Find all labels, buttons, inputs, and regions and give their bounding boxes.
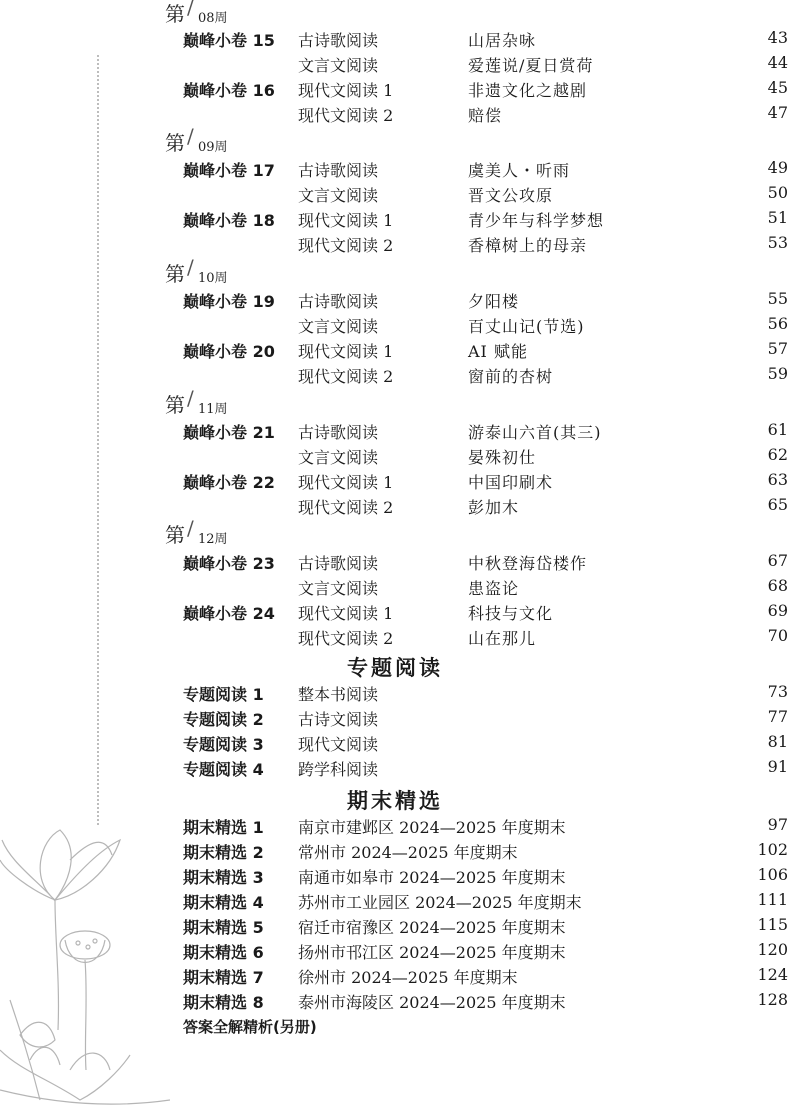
toc-type: 古诗歌阅读 xyxy=(298,423,379,442)
toc-row xyxy=(0,840,790,864)
toc-row xyxy=(0,208,790,232)
toc-row xyxy=(0,233,790,257)
toc-label: 期末精选 1 xyxy=(183,818,264,837)
toc-type: 现代文阅读 xyxy=(298,735,379,754)
toc-row xyxy=(0,53,790,77)
toc-title: 窗前的杏树 xyxy=(468,367,554,386)
toc-page: 77 xyxy=(767,707,788,726)
toc-type: 苏州市工业园区 2024—2025 年度期末 xyxy=(298,893,582,912)
toc-page: 43 xyxy=(767,28,788,47)
toc-title: 青少年与科学梦想 xyxy=(468,211,605,230)
toc-row xyxy=(0,815,790,839)
week-marker: 第 / 09周 xyxy=(165,124,228,155)
toc-label: 巅峰小卷 18 xyxy=(183,211,275,230)
toc-title: 非遗文化之越剧 xyxy=(468,81,588,100)
toc-title: AI 赋能 xyxy=(468,342,528,361)
toc-page: 91 xyxy=(767,757,788,776)
toc-row xyxy=(0,865,790,889)
toc-page: 62 xyxy=(767,445,788,464)
toc-row xyxy=(0,445,790,469)
week-number: 09周 xyxy=(198,140,228,155)
toc-title: 科技与文化 xyxy=(468,604,554,623)
toc-label: 巅峰小卷 19 xyxy=(183,292,275,311)
week-prefix: 第 xyxy=(165,2,185,26)
toc-label: 期末精选 3 xyxy=(183,868,264,887)
toc-type: 文言文阅读 xyxy=(298,56,379,75)
toc-label: 期末精选 4 xyxy=(183,893,264,912)
toc-type: 扬州市邗江区 2024—2025 年度期末 xyxy=(298,943,566,962)
toc-type: 现代文阅读 1 xyxy=(298,81,394,100)
toc-type: 现代文阅读 2 xyxy=(298,498,394,517)
toc-type: 古诗歌阅读 xyxy=(298,292,379,311)
toc-label: 巅峰小卷 23 xyxy=(183,554,275,573)
toc-type: 文言文阅读 xyxy=(298,448,379,467)
week-number: 08周 xyxy=(198,11,228,26)
toc-title: 患盗论 xyxy=(468,579,520,598)
toc-page: 111 xyxy=(757,890,788,909)
toc-row xyxy=(0,158,790,182)
toc-label: 专题阅读 4 xyxy=(183,760,264,779)
toc-row xyxy=(0,915,790,939)
toc-type: 古诗歌阅读 xyxy=(298,554,379,573)
toc-row xyxy=(0,314,790,338)
toc-page: 56 xyxy=(767,314,788,333)
toc-page: 97 xyxy=(767,815,788,834)
week-marker: 第 / 12周 xyxy=(165,516,228,547)
answer-booklet-note: 答案全解精析(另册) xyxy=(183,1018,317,1036)
toc-label: 期末精选 7 xyxy=(183,968,264,987)
toc-row xyxy=(0,364,790,388)
toc-type: 现代文阅读 1 xyxy=(298,211,394,230)
toc-type: 古诗歌阅读 xyxy=(298,31,379,50)
toc-page: 115 xyxy=(757,915,788,934)
toc-type: 现代文阅读 1 xyxy=(298,342,394,361)
toc-type: 跨学科阅读 xyxy=(298,760,379,779)
toc-row xyxy=(0,183,790,207)
toc-type: 现代文阅读 2 xyxy=(298,367,394,386)
toc-page: 50 xyxy=(767,183,788,202)
toc-page: 55 xyxy=(767,289,788,308)
toc-label: 巅峰小卷 15 xyxy=(183,31,275,50)
toc-row xyxy=(0,707,790,731)
week-prefix: 第 xyxy=(165,523,185,547)
toc-page: 65 xyxy=(767,495,788,514)
section-heading-special-reading: 专题阅读 xyxy=(347,655,443,680)
toc-type: 整本书阅读 xyxy=(298,685,379,704)
toc-type: 宿迁市宿豫区 2024—2025 年度期末 xyxy=(298,918,566,937)
toc-page: 120 xyxy=(757,940,788,959)
toc-row xyxy=(0,339,790,363)
toc-page: 124 xyxy=(757,965,788,984)
toc-page: 81 xyxy=(767,732,788,751)
toc-row xyxy=(0,682,790,706)
toc-row xyxy=(0,990,790,1014)
toc-type: 现代文阅读 1 xyxy=(298,473,394,492)
toc-row xyxy=(0,470,790,494)
toc-type: 古诗歌阅读 xyxy=(298,161,379,180)
toc-row xyxy=(0,495,790,519)
toc-title: 游泰山六首(其三) xyxy=(468,423,602,442)
week-marker: 第 / 08周 xyxy=(165,0,228,26)
toc-page: 53 xyxy=(767,233,788,252)
toc-title: 香樟树上的母亲 xyxy=(468,236,588,255)
toc-page: 68 xyxy=(767,576,788,595)
toc-title: 百丈山记(节选) xyxy=(468,317,585,336)
toc-row xyxy=(0,576,790,600)
toc-label: 专题阅读 2 xyxy=(183,710,264,729)
toc-label: 专题阅读 3 xyxy=(183,735,264,754)
toc-row xyxy=(0,289,790,313)
toc-label: 期末精选 6 xyxy=(183,943,264,962)
toc-page: 67 xyxy=(767,551,788,570)
week-prefix: 第 xyxy=(165,131,185,155)
toc-label: 期末精选 5 xyxy=(183,918,264,937)
toc-page: 47 xyxy=(767,103,788,122)
toc-row xyxy=(0,78,790,102)
toc-label: 巅峰小卷 16 xyxy=(183,81,275,100)
toc-row xyxy=(0,601,790,625)
toc-row xyxy=(0,103,790,127)
week-number: 10周 xyxy=(198,271,228,286)
toc-label: 期末精选 2 xyxy=(183,843,264,862)
section-heading-final-selection: 期末精选 xyxy=(347,788,443,813)
toc-page: 70 xyxy=(767,626,788,645)
toc-type: 现代文阅读 2 xyxy=(298,629,394,648)
toc-type: 文言文阅读 xyxy=(298,317,379,336)
toc-title: 中秋登海岱楼作 xyxy=(468,554,588,573)
toc-page: 128 xyxy=(757,990,788,1009)
toc-label: 巅峰小卷 21 xyxy=(183,423,275,442)
week-number: 12周 xyxy=(198,532,228,547)
toc-page: 51 xyxy=(767,208,788,227)
toc-row xyxy=(0,965,790,989)
toc-page: 73 xyxy=(767,682,788,701)
toc-page: 106 xyxy=(757,865,788,884)
toc-row xyxy=(0,940,790,964)
week-number: 11周 xyxy=(198,402,228,417)
toc-page: 69 xyxy=(767,601,788,620)
week-marker: 第 / 11周 xyxy=(165,386,228,417)
toc-title: 晋文公攻原 xyxy=(468,186,554,205)
toc-label: 专题阅读 1 xyxy=(183,685,264,704)
toc-type: 现代文阅读 2 xyxy=(298,236,394,255)
toc-title: 山在那儿 xyxy=(468,629,537,648)
toc-title: 晏殊初仕 xyxy=(468,448,537,467)
toc-title: 中国印刷术 xyxy=(468,473,554,492)
toc-row xyxy=(0,626,790,650)
toc-page: 102 xyxy=(757,840,788,859)
toc-type: 徐州市 2024—2025 年度期末 xyxy=(298,968,518,987)
toc-title: 爱莲说/夏日赏荷 xyxy=(468,56,594,75)
toc-page: 45 xyxy=(767,78,788,97)
toc-title: 彭加木 xyxy=(468,498,520,517)
toc-type: 文言文阅读 xyxy=(298,186,379,205)
toc-type: 泰州市海陵区 2024—2025 年度期末 xyxy=(298,993,566,1012)
toc-page: 57 xyxy=(767,339,788,358)
toc-label: 巅峰小卷 17 xyxy=(183,161,275,180)
toc-label: 期末精选 8 xyxy=(183,993,264,1012)
toc-row xyxy=(0,28,790,52)
toc-title: 虞美人・听雨 xyxy=(468,161,571,180)
toc-page: 63 xyxy=(767,470,788,489)
toc-page: 59 xyxy=(767,364,788,383)
toc-title: 山居杂咏 xyxy=(468,31,537,50)
toc-row xyxy=(0,551,790,575)
toc-label: 巅峰小卷 20 xyxy=(183,342,275,361)
toc-row xyxy=(0,890,790,914)
toc-type: 现代文阅读 2 xyxy=(298,106,394,125)
toc-type: 古诗文阅读 xyxy=(298,710,379,729)
toc-type: 南京市建邺区 2024—2025 年度期末 xyxy=(298,818,566,837)
week-prefix: 第 xyxy=(165,262,185,286)
toc-row xyxy=(0,757,790,781)
toc-type: 南通市如皋市 2024—2025 年度期末 xyxy=(298,868,566,887)
toc-row xyxy=(0,420,790,444)
toc-title: 赔偿 xyxy=(468,106,503,125)
toc-label: 巅峰小卷 22 xyxy=(183,473,275,492)
toc-type: 文言文阅读 xyxy=(298,579,379,598)
toc-title: 夕阳楼 xyxy=(468,292,520,311)
toc-type: 常州市 2024—2025 年度期末 xyxy=(298,843,518,862)
week-marker: 第 / 10周 xyxy=(165,255,228,286)
toc-label: 巅峰小卷 24 xyxy=(183,604,275,623)
toc-type: 现代文阅读 1 xyxy=(298,604,394,623)
toc-row xyxy=(0,732,790,756)
toc-page: 49 xyxy=(767,158,788,177)
toc-page: 44 xyxy=(767,53,788,72)
week-prefix: 第 xyxy=(165,393,185,417)
toc-page: 61 xyxy=(767,420,788,439)
